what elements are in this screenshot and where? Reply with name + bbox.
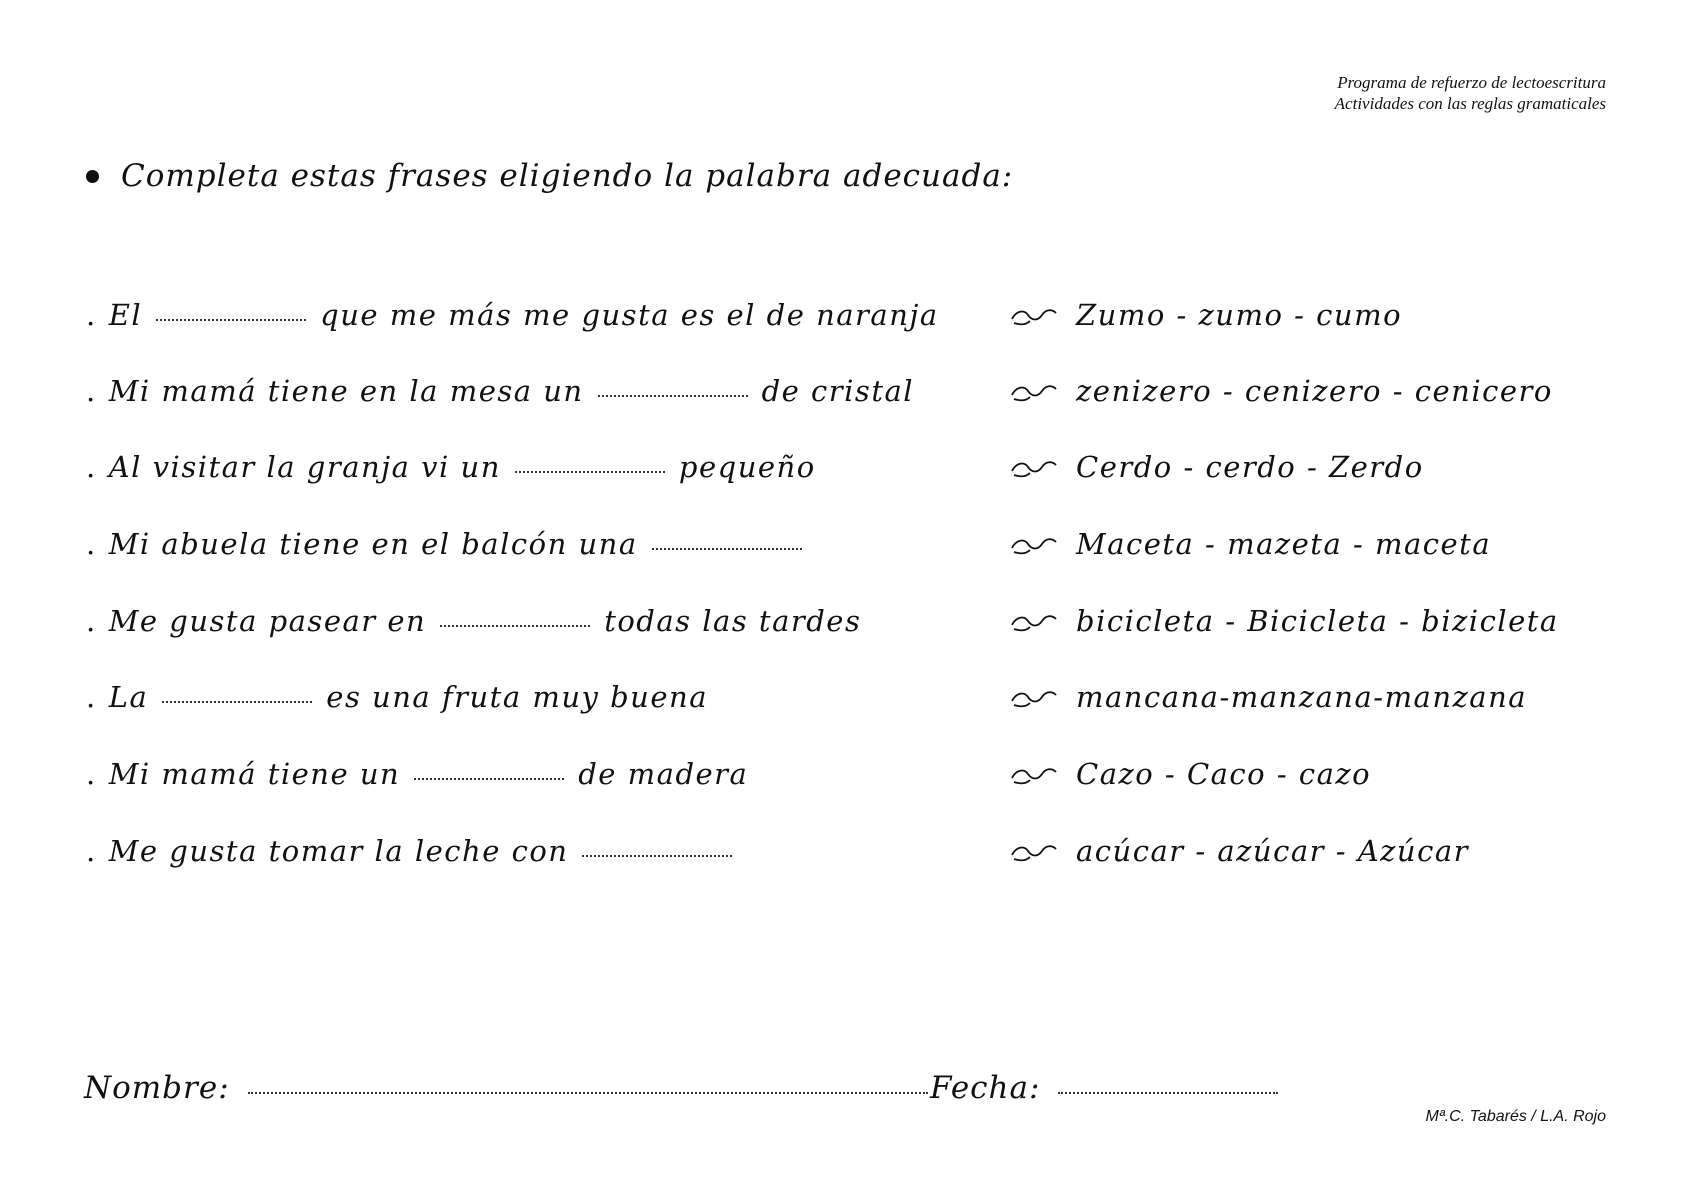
sentence-after: pequeño [678, 450, 816, 484]
date-label: Fecha: [930, 1070, 1041, 1106]
pointing-hand-icon [1010, 534, 1058, 558]
sentence-before: Al visitar la granja vi un [108, 450, 501, 484]
sentence-after: es una fruta muy buena [326, 680, 708, 714]
answer-blank[interactable] [440, 624, 590, 627]
sentence-row: . El que me más me gusta es el de naranja [86, 298, 939, 332]
options-text: Cerdo - cerdo - Zerdo [1076, 450, 1424, 484]
answer-blank[interactable] [515, 470, 665, 473]
sentence-after: que me más me gusta es el de naranja [320, 298, 939, 332]
sentence-before: Mi mamá tiene un [108, 757, 401, 791]
word-options [1010, 680, 1527, 720]
options-text: acúcar - azúcar - Azúcar [1076, 834, 1470, 868]
sentence-before: Mi mamá tiene en la mesa un [108, 374, 584, 408]
sentence-before: La [108, 680, 149, 714]
options-text: zenizero - cenizero - cenicero [1076, 374, 1553, 408]
sentence-row: . Me gusta tomar la leche con [86, 834, 746, 874]
pointing-hand-icon [1010, 457, 1058, 481]
sentence-row: . Al visitar la granja vi un pequeño [86, 450, 816, 484]
page-header [1335, 72, 1606, 114]
word-options [1010, 298, 1402, 338]
pointing-hand-icon [1010, 305, 1058, 329]
header-program-title: Programa de refuerzo de lectoescritura [1337, 73, 1606, 92]
name-label: Nombre: [84, 1070, 230, 1106]
sentence-before: Me gusta tomar la leche con [108, 834, 569, 868]
author-credit: Mª.C. Tabarés / L.A. Rojo [1425, 1108, 1606, 1125]
word-options [1010, 757, 1371, 797]
sentence-row: . Me gusta pasear en todas las tardes [86, 604, 862, 638]
word-options [1010, 374, 1553, 414]
answer-blank[interactable] [582, 854, 732, 857]
date-input-line[interactable] [1058, 1091, 1278, 1094]
sentence-after: todas las tardes [604, 604, 862, 638]
word-options [1010, 527, 1491, 567]
answer-blank[interactable] [156, 318, 306, 321]
sentence-row: . La es una fruta muy buena [86, 680, 708, 714]
name-field [84, 1070, 928, 1106]
pointing-hand-icon [1010, 764, 1058, 788]
bullet-icon [86, 170, 99, 183]
word-options [1010, 450, 1424, 490]
answer-blank[interactable] [414, 777, 564, 780]
options-text: Zumo - zumo - cumo [1076, 298, 1403, 332]
pointing-hand-icon [1010, 841, 1058, 865]
instruction-text: Completa estas frases eligiendo la palabra adecuada: [121, 158, 1014, 194]
pointing-hand-icon [1010, 687, 1058, 711]
sentence-before: Mi abuela tiene en el balcón una [108, 527, 638, 561]
sentence-after: de madera [578, 757, 749, 791]
instruction [86, 158, 1013, 194]
sentence-row: . Mi abuela tiene en el balcón una [86, 527, 816, 567]
sentence-row: . Mi mamá tiene en la mesa un de cristal [86, 374, 915, 408]
options-text: bicicleta - Bicicleta - bizicleta [1076, 604, 1559, 638]
header-activity-subtitle: Actividades con las reglas gramaticales [1334, 94, 1606, 113]
date-field [930, 1070, 1278, 1106]
word-options [1010, 834, 1469, 874]
options-text: mancana-manzana-manzana [1076, 680, 1528, 714]
sentence-before: Me gusta pasear en [108, 604, 427, 638]
word-options [1010, 604, 1559, 644]
pointing-hand-icon [1010, 381, 1058, 405]
sentence-after: de cristal [761, 374, 915, 408]
sentence-before: El [108, 298, 143, 332]
sentence-row: . Mi mamá tiene un de madera [86, 757, 749, 791]
answer-blank[interactable] [598, 394, 748, 397]
answer-blank[interactable] [652, 547, 802, 550]
answer-blank[interactable] [162, 700, 312, 703]
options-text: Cazo - Caco - cazo [1076, 757, 1372, 791]
options-text: Maceta - mazeta - maceta [1076, 527, 1492, 561]
name-input-line[interactable] [248, 1091, 928, 1094]
pointing-hand-icon [1010, 611, 1058, 635]
